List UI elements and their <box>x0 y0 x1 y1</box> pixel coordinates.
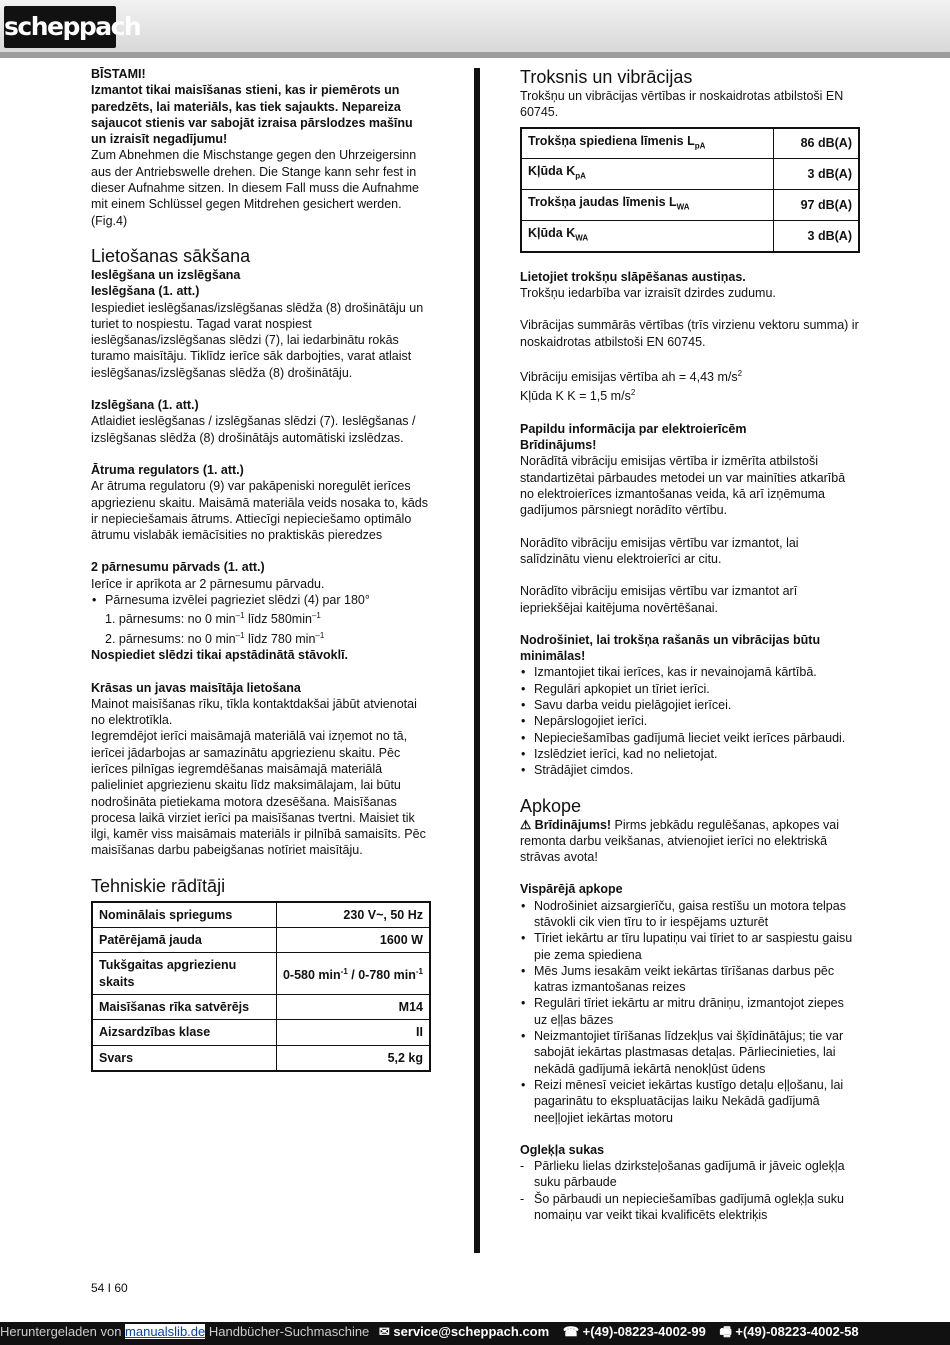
paint-text-2: Iegremdējot ierīci maisāmajā materiālā vai izņemot no tā, ierīcei jādarbojas ar samazinātu apgriezienu skaitu. Pēc ierīces pilnīgas iegremdēšanas maisāmajā materiālā palieliniet apgriezienu skaitu līdz maksimālajam, lai būtu nodrošināta pietiekama motora dzesēšana. Maisīšanas procesa laikā virziet ierīci pa maisīšanas tvertni. Maisiet tik ilgi, kamēr viss maisāmais materiāls ir pilnībā samaisīts. Pēc maisīšanas darbu pabeigšanas notīriet maisītāju. <box>91 729 426 858</box>
list-item: • Savu darba veidu pielāgojiet ierīcei. <box>520 697 860 713</box>
onoff-heading: Ieslēgšana un izslēgšana <box>91 267 241 282</box>
table-row: Patērējamā jauda 1600 W <box>92 928 430 953</box>
left-column <box>91 66 431 1072</box>
tech-table <box>91 901 431 1072</box>
on-text: Iespiediet ieslēgšanas/izslēgšanas slēdža (8) drošinātāju un turiet to nospiestu. Tagad varat nospiest ieslēgšanas/izslēgšanas slēdzi (7), lai iedarbinātu rokās turamo maisītāju. Tiklīdz ierīce sāk darbojties, varat atlaist ieslēgšanas/izslēgšanas slēdža (8) drošinātāju. <box>91 300 424 380</box>
column-divider <box>474 68 480 1253</box>
table-row: Nominālais spriegums 230 V~, 50 Hz <box>92 902 430 928</box>
list-item: • Nodrošiniet aizsargierīču, gaisa restīšu un motora telpas stāvokli cik vien tīru to ir iespējams uzturēt <box>520 898 860 931</box>
on-heading: Ieslēgšana (1. att.) <box>91 284 200 299</box>
table-row: Tukšgaitas apgriezienu skaits 0-580 $\min^{-1} / 0-780$ $\min^{-1}$ <box>92 953 430 995</box>
off-text: Atlaidiet ieslēgšanas / izslēgšanas slēdzi (7). Ieslēgšanas / izslēgšanas slēdža (8) drošinātājs automātiski izslēdzas. <box>91 414 416 445</box>
table-row: Trokšņa spiediena līmenis $L_{pA}$ 86 dB(A) <box>521 128 859 159</box>
gear-bullet: • Pārnesuma izvēlei pagrieziet slēdzi (4) par 180° <box>91 592 431 608</box>
table-row: Svars 5,2 kg <box>92 1045 430 1071</box>
general-list <box>520 898 860 1126</box>
footer-phone: ☎ +(49)-08223-4002-99 <box>562 1324 706 1339</box>
maintenance-warning: ⚠ Brīdinājums! Pirms jebkādu regulēšanas, apkopes vai remonta darbu veikšanas, atvienojiet ierīci no elektriskā strāvas avota! <box>520 817 839 865</box>
list-item: • Regulāri tīriet iekārtu ar mitru drāniņu, izmantojot ziepes uz eļļas bāzes <box>520 995 860 1028</box>
maintenance-heading: Apkope <box>520 795 582 816</box>
ear-text: Trokšņu iedarbība var izraisīt dzirdes zudumu. <box>520 286 776 301</box>
gear-text: Ierīce ir aprīkota ar 2 pārnesumu pārvadu. <box>91 576 325 591</box>
speed-text: Ar ātruma regulatoru (9) var pakāpeniski noregulēt ierīces apgriezienu skaitu. Maisāmā materiāla veids nosaka to, kāds ir nepieciešamais ātrums. Attiecīgi nepieciešamo optimālo ātrumu vislabāk iemācīsities no praktiskās pieredzes <box>91 479 428 543</box>
list-item: • Izmantojiet tikai ierīces, kas ir nevainojamā kārtībā. <box>520 664 860 680</box>
table-row: Kļūda $K_{pA}$ 3 dB(A) <box>521 159 859 190</box>
manualslib-link[interactable]: manualslib.de <box>125 1324 206 1339</box>
gear-option-2: 2. pārnesums: no 0 $\min^{-1}$ līdz 780 $\min^{-1}$ <box>105 630 325 646</box>
list-item: - Šo pārbaudi un nepieciešamības gadījumā ogleķļa suku nomaiņu var veikt tikai kvalificēts elektriķis <box>520 1191 860 1224</box>
gear-options <box>91 608 431 647</box>
vibration-error: Kļūda K K = 1,5 $m/s^2$ <box>520 388 636 404</box>
noise-heading: Troksnis un vibrācijas <box>520 67 693 87</box>
tech-heading: Tehniskie rādītāji <box>91 875 226 896</box>
scheppach-logo: scheppach <box>4 6 116 48</box>
ear-heading: Lietojiet trokšņu slāpēšanas austiņas. <box>520 269 746 284</box>
gear-note: Nospiediet slēdzi tikai apstādinātā stāvoklī. <box>91 648 349 663</box>
page-number: 54 I 60 <box>91 1281 128 1295</box>
info-text-3: Norādīto vibrāciju emisijas vērtību var izmantot arī iepriekšējai kaitējuma novērtēšanai. <box>520 584 798 615</box>
minimize-list <box>520 664 860 778</box>
minimize-heading: Nodrošiniet, lai trokšņa rašanās un vibrācijas būtu minimālas! <box>520 632 821 664</box>
footer-fax: 🖷 +(49)-08223-4002-58 <box>719 1324 859 1339</box>
info-text-2: Norādīto vibrāciju emisijas vērtību var izmantot, lai salīdzinātu vienu elektroierīci ar citu. <box>520 535 799 566</box>
danger-text: Zum Abnehmen die Mischstange gegen den Uhrzeigersinn aus der Antriebswelle drehen. Die Stange kann sehr fest in dieser Aufnahme sitzen. In diesem Fall muss die Aufnahme mit einem Schlüssel gegen Mitdrehen gesichert werden. (Fig.4) <box>91 148 419 228</box>
list-item: • Neizmantojiet tīrīšanas līdzekļus vai šķīdinātājus; tie var sabojāt iekārtas plastmasas detaļas. Pārliecinieties, lai nekādā gadījumā iekārtā nenokļūst ūdens <box>520 1028 860 1077</box>
list-item: • Nepieciešamības gadījumā lieciet veikt ierīces pārbaudi. <box>520 730 860 746</box>
vibration-emission: Vibrāciju emisijas vērtība ah = 4,43 $m/s^2$ <box>520 368 743 385</box>
brush-list <box>520 1158 860 1223</box>
table-row: Maisīšanas rīka satvērējs M14 <box>92 994 430 1019</box>
vibration-text: Vibrācijas summārās vērtības (trīs virzienu vektoru summa) ir noskaidrotas atbilstoši EN 60745. <box>520 318 859 349</box>
table-row: Aizsardzības klase II <box>92 1020 430 1045</box>
list-item: • Tīriet iekārtu ar tīru lupatiņu vai tīriet to ar saspiestu gaisu pie zema spiediena <box>520 930 860 963</box>
brush-heading: Ogleķļa sukas <box>520 1142 605 1157</box>
table-row: Kļūda $K_{WA}$ 3 dB(A) <box>521 220 859 251</box>
rpm-value: 0-580 $\min^{-1} / 0-780$ $\min^{-1}$ <box>276 953 430 995</box>
noise-table <box>520 127 860 253</box>
warning-heading: Brīdinājums! <box>520 438 597 453</box>
paint-text-1: Mainot maisīšanas rīku, tīkla kontaktdakšai jābūt atvienotai no elektrotīkla. <box>91 696 417 728</box>
general-heading: Vispārējā apkope <box>520 882 623 897</box>
search-engine-text: Handbücher-Suchmaschine <box>205 1324 370 1339</box>
danger-title: BĪSTAMI! <box>91 67 146 81</box>
speed-heading: Ātruma regulators (1. att.) <box>91 462 244 477</box>
noise-text: Trokšņu un vibrācijas vērtības ir noskaidrotas atbilstoši EN 60745. <box>520 89 844 120</box>
off-heading: Izslēgšana (1. att.) <box>91 398 199 413</box>
info-heading: Papildu informācija par elektroierīcēm <box>520 421 747 436</box>
gear-heading: 2 pārnesumu pārvads (1. att.) <box>91 560 265 575</box>
paint-heading: Krāsas un javas maisītāja lietošana <box>91 680 301 695</box>
list-item: - Pārlieku lielas dzirksteļošanas gadījumā ir jāveic ogleķļa suku pārbaude <box>520 1158 860 1191</box>
list-item: • Strādājiet cimdos. <box>520 762 860 778</box>
gear-list <box>91 592 431 608</box>
list-item: • Regulāri apkopiet un tīriet ierīci. <box>520 681 860 697</box>
info-text-1: Norādītā vibrāciju emisijas vērtība ir izmērīta atbilstoši standartizētai pārbaudes metodei un var mainīties atkarībā no elektroierīces izmantošanas veida, kā arī izņēmuma gadījumos pārsniegt norādīto vērtību. <box>520 454 846 518</box>
startup-heading: Lietošanas sākšana <box>91 245 251 266</box>
list-item: • Reizi mēnesī veiciet iekārtas kustīgo detaļu eļļošanu, lai pagarinātu to ekspluatācijas laiku Nekādā gadījumā neeļļojiet iekārtas motoru <box>520 1077 860 1126</box>
list-item: • Mēs Jums iesakām veikt iekārtas tīrīšanas darbus pēc katras izmantošanas reizes <box>520 963 860 996</box>
page-header <box>0 0 950 58</box>
danger-bold-text: Izmantot tikai maisīšanas stieni, kas ir piemērots un paredzēts, lai materiāls, kas tiek sajaukts. Nepareiza sajaucot stienis var sabojāt izraisa pārslodzes mašīnu un izraisīt negadījumu! <box>91 83 413 147</box>
right-column <box>520 66 860 1223</box>
list-item: • Nepārslogojiet ierīci. <box>520 713 860 729</box>
gear-option-1: 1. pārnesums: no 0 $\min^{-1}$ līdz $580\min^{-1}$ <box>105 611 321 627</box>
footer-email: ✉ service@scheppach.com <box>378 1324 550 1339</box>
download-footer <box>0 1322 950 1345</box>
downloaded-from: Heruntergeladen von <box>0 1324 126 1339</box>
list-item: • Izslēdziet ierīci, kad no nelietojat. <box>520 746 860 762</box>
table-row: Trokšņa jaudas līmenis $L_{WA}$ 97 dB(A) <box>521 190 859 221</box>
